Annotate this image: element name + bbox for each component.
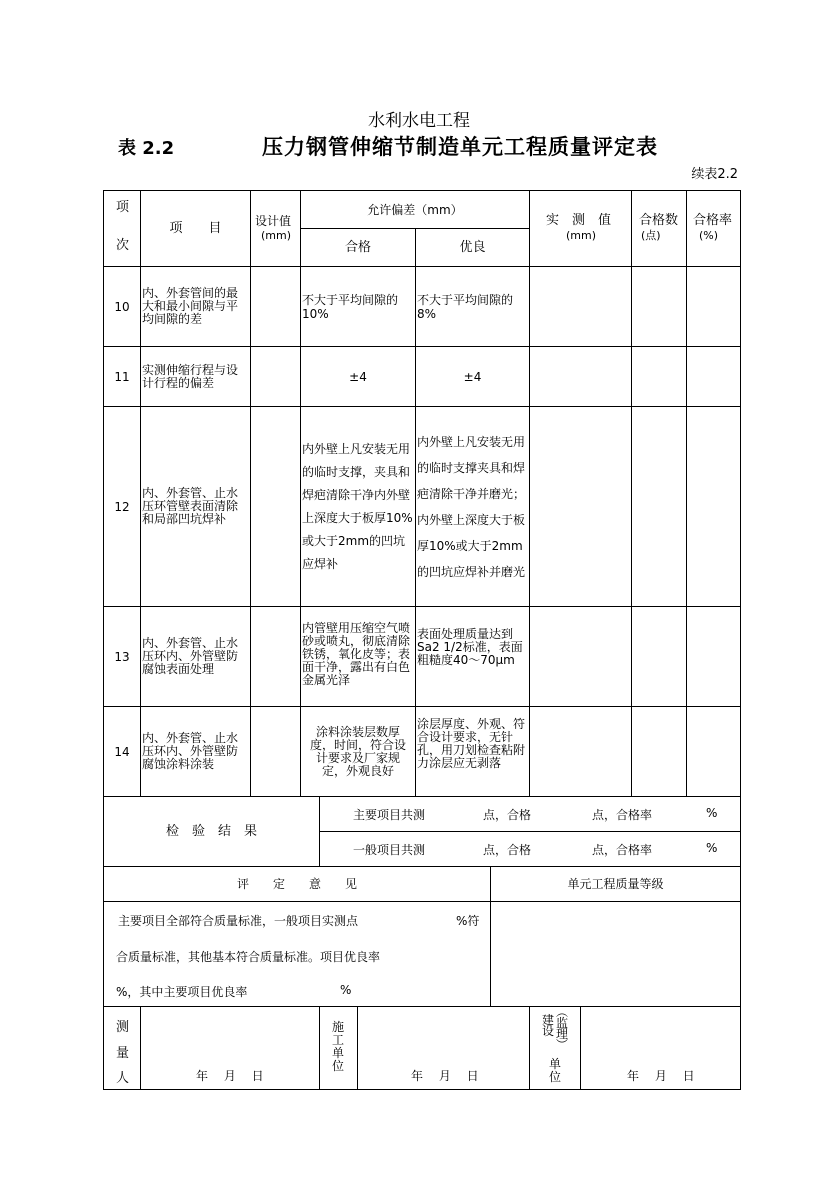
top-title: 水利水电工程 [368, 111, 470, 131]
quality-grade-label: 单元工程质量等级 [567, 877, 664, 891]
supervisor-date: 年 月 日 [627, 1069, 695, 1083]
header-measured [530, 191, 631, 266]
construction-char-3: 单 [332, 1046, 345, 1060]
header-excellent: 优良 [459, 239, 486, 255]
construction-char-1: 施 [332, 1020, 345, 1034]
header-qualified: 合格 [344, 239, 371, 255]
row-14-excellent: 涂层厚度、外观、符合设计要求，无针孔，用刀划检查粘附力涂层应无剥落 [417, 717, 526, 770]
measurer-char-1: 测 [116, 1020, 130, 1035]
row-10-item: 内、外套管间的最大和最小间隙与平均间隙的差 [142, 286, 239, 326]
measurer-char-2: 量 [116, 1046, 130, 1061]
header-design-value [251, 191, 300, 266]
evaluation-opinion-label: 评 定 意 见 [236, 877, 357, 891]
header-pass-count [632, 191, 686, 266]
design-unit-label: (mm) [261, 229, 292, 242]
row-12-qualified: 内外壁上凡安装无用的临时支撑，夹具和焊疤清除干净内外壁上深度大于板厚10%或大于2mm的凹坑应焊补 [302, 441, 413, 571]
supervisor-char-2: 设 [542, 1024, 555, 1038]
row-13-qualified: 内管壁用压缩空气喷砂或喷丸，彻底清除铁锈，氧化皮等；表面干净，露出有白色金属光泽 [302, 621, 411, 687]
evaluation-line2: 合质量标准，其他基本符合质量标准。项目优良率 [116, 950, 381, 964]
row-14-qualified: 涂料涂装层数厚度，时间，符合设计要求及厂家规定，外观良好 [309, 724, 406, 778]
header-item: 项 目 [169, 220, 222, 236]
design-value-label: 设计值 [255, 214, 292, 228]
supervisor-char-6: ︶ [556, 1038, 569, 1052]
header-item-no-bottom: 次 [116, 238, 130, 253]
row-12-item: 内、外套管、止水压环管壁表面清除和局部凹坑焊补 [142, 486, 239, 526]
row-10-qualified: 不大于平均间隙的10% [302, 292, 399, 321]
header-pass-rate [687, 191, 740, 266]
supervisor-char-8: 位 [549, 1070, 562, 1084]
row-14-item: 内、外套管、止水压环内、外管壁防腐蚀涂料涂装 [142, 731, 239, 771]
measurer-date: 年 月 日 [196, 1069, 264, 1083]
evaluation-line3b: % [340, 983, 352, 997]
header-item-no-top: 项 [116, 200, 130, 215]
row-13-no: 13 [114, 649, 130, 664]
pass-count-unit-label: (点) [641, 229, 661, 242]
measured-unit-label: (mm) [566, 229, 597, 242]
construction-date: 年 月 日 [411, 1069, 479, 1083]
table-label: 表 2.2 [118, 138, 175, 159]
supervisor-char-7: 单 [549, 1057, 562, 1071]
general-count-label: 一般项目共测 [353, 843, 426, 857]
row-14-no: 14 [114, 744, 130, 759]
general-rate-label: 点，合格率 [592, 843, 653, 857]
pass-count-label: 合格数 [639, 213, 679, 228]
main-count-label: 主要项目共测 [353, 808, 426, 822]
supervisor-char-5: 理 [556, 1027, 569, 1041]
row-10-no: 10 [114, 299, 130, 314]
general-pass-label: 点，合格 [483, 843, 532, 857]
row-11-item: 实测伸缩行程与设计行程的偏差 [142, 362, 239, 390]
row-11-qualified: ±4 [349, 369, 367, 384]
evaluation-line3a: %，其中主要项目优良率 [116, 985, 248, 999]
pass-rate-unit-label: (%) [699, 229, 719, 242]
row-13-excellent: 表面处理质量达到Sa2 1/2标准，表面粗糙度40～70μm [417, 627, 523, 667]
main-percent: % [706, 806, 718, 820]
header-item-no [104, 191, 140, 266]
row-11-excellent: ±4 [463, 369, 482, 384]
main-pass-label: 点，合格 [483, 808, 532, 822]
main-rate-label: 点，合格率 [592, 808, 653, 822]
supervisor-char-3: ︵ [556, 1005, 569, 1019]
evaluation-line1a: 主要项目全部符合质量标准，一般项目实测点 [118, 914, 359, 928]
row-12-excellent: 内外壁上凡安装无用的临时支撑夹具和焊疤清除干净并磨光；内外壁上深度大于板厚10%或大于2mm的凹坑应焊补并磨光 [417, 434, 526, 579]
row-11-no: 11 [114, 369, 130, 384]
supervisor-char-4: 监 [556, 1016, 569, 1030]
row-10-excellent: 不大于平均间隙的8% [417, 292, 514, 321]
continuation-label: 续表2.2 [691, 167, 738, 182]
inspection-label: 检 验 结 果 [165, 823, 257, 839]
row-12-no: 12 [114, 499, 130, 514]
measurer-char-3: 人 [116, 1071, 130, 1086]
measured-label: 实 测 值 [546, 213, 612, 228]
evaluation-line1b: %符 [456, 914, 480, 928]
supervisor-char-1: 建 [542, 1013, 555, 1027]
row-13-item: 内、外套管、止水压环内、外管壁防腐蚀表面处理 [142, 636, 239, 676]
general-percent: % [706, 841, 718, 855]
pass-rate-label: 合格率 [693, 213, 733, 228]
header-allowed-dev: 允许偏差（mm） [367, 202, 463, 217]
construction-char-4: 位 [332, 1059, 345, 1073]
construction-char-2: 工 [332, 1033, 345, 1047]
main-title: 压力钢管伸缩节制造单元工程质量评定表 [262, 135, 658, 159]
